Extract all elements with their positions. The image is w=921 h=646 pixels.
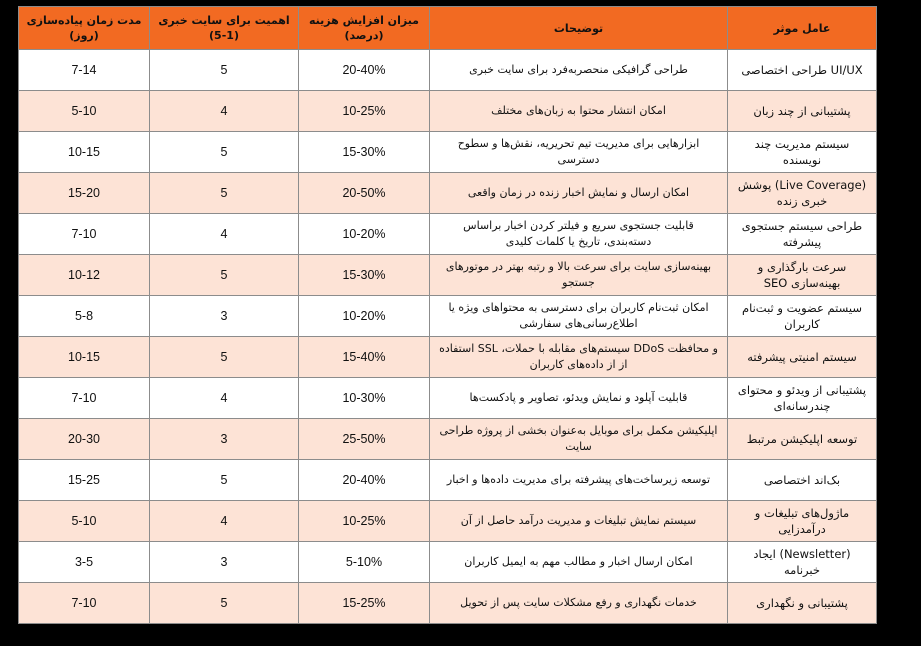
description-cell: اپلیکیشن مکمل برای موبایل به‌عنوان بخشی از پروژه طراحی سایت <box>430 419 728 460</box>
duration-cell: 20-30 <box>19 419 150 460</box>
description-cell: امکان ثبت‌نام کاربران برای دسترسی به محتواهای ویژه یا اطلاع‌رسانی‌های سفارشی <box>430 296 728 337</box>
importance-cell: 5 <box>150 460 299 501</box>
cost-cell: 20-50% <box>299 173 430 214</box>
duration-cell: 7-10 <box>19 214 150 255</box>
factor-cell: سیستم عضویت و ثبت‌نام کاربران <box>728 296 877 337</box>
cost-cell: 20-40% <box>299 50 430 91</box>
table-row <box>19 214 877 255</box>
duration-cell: 3-5 <box>19 542 150 583</box>
table-row <box>19 583 877 624</box>
factor-cell: سیستم امنیتی پیشرفته <box>728 337 877 378</box>
importance-cell: 4 <box>150 91 299 132</box>
factor-cell: پشتیبانی از ویدئو و محتوای چندرسانه‌ای <box>728 378 877 419</box>
factor-cell: (Live Coverage) پوشش خبری زنده <box>728 173 877 214</box>
description-cell: طراحی گرافیکی منحصربه‌فرد برای سایت خبری <box>430 50 728 91</box>
description-cell: سیستم نمایش تبلیغات و مدیریت درآمد حاصل از آن <box>430 501 728 542</box>
importance-cell: 4 <box>150 214 299 255</box>
table-row <box>19 173 877 214</box>
table-row <box>19 132 877 173</box>
importance-cell: 5 <box>150 583 299 624</box>
cost-cell: 10-30% <box>299 378 430 419</box>
cost-cell: 15-25% <box>299 583 430 624</box>
header-cost-increase: میزان افزایش هزینه (درصد) <box>299 7 430 50</box>
description-cell: ابزارهایی برای مدیریت تیم تحریریه، نقش‌ها و سطوح دسترسی <box>430 132 728 173</box>
cost-cell: 10-25% <box>299 501 430 542</box>
description-cell: امکان ارسال اخبار و مطالب مهم به ایمیل کاربران <box>430 542 728 583</box>
factor-cell: توسعه اپلیکیشن مرتبط <box>728 419 877 460</box>
importance-cell: 5 <box>150 50 299 91</box>
factor-cell: UI/UX طراحی اختصاصی <box>728 50 877 91</box>
factor-cell: طراحی سیستم جستجوی پیشرفته <box>728 214 877 255</box>
cost-cell: 15-30% <box>299 132 430 173</box>
importance-cell: 5 <box>150 132 299 173</box>
importance-cell: 4 <box>150 501 299 542</box>
table-row <box>19 378 877 419</box>
table-row <box>19 542 877 583</box>
header-importance: اهمیت برای سایت خبری (1-5) <box>150 7 299 50</box>
table-row <box>19 419 877 460</box>
duration-cell: 5-10 <box>19 501 150 542</box>
factor-cell: پشتیبانی و نگهداری <box>728 583 877 624</box>
description-cell: و محافظت DDoS سیستم‌های مقابله با حملات، SSL استفاده از از داده‌های کاربران <box>430 337 728 378</box>
description-cell: خدمات نگهداری و رفع مشکلات سایت پس از تحویل <box>430 583 728 624</box>
factor-cell: سیستم مدیریت چند نویسنده <box>728 132 877 173</box>
header-row <box>19 7 877 50</box>
duration-cell: 7-10 <box>19 378 150 419</box>
importance-cell: 5 <box>150 255 299 296</box>
duration-cell: 10-15 <box>19 337 150 378</box>
factor-cell: ماژول‌های تبلیغات و درآمدزایی <box>728 501 877 542</box>
cost-cell: 25-50% <box>299 419 430 460</box>
importance-cell: 5 <box>150 337 299 378</box>
cost-cell: 15-30% <box>299 255 430 296</box>
importance-cell: 5 <box>150 173 299 214</box>
description-cell: توسعه زیرساخت‌های پیشرفته برای مدیریت داده‌ها و اخبار <box>430 460 728 501</box>
duration-cell: 10-15 <box>19 132 150 173</box>
duration-cell: 7-10 <box>19 583 150 624</box>
factor-cell: سرعت بارگذاری و بهینه‌سازی SEO <box>728 255 877 296</box>
table-row <box>19 460 877 501</box>
table-row <box>19 501 877 542</box>
factor-cell: پشتیبانی از چند زبان <box>728 91 877 132</box>
duration-cell: 5-8 <box>19 296 150 337</box>
table-row <box>19 91 877 132</box>
description-cell: قابلیت جستجوی سریع و فیلتر کردن اخبار براساس دسته‌بندی، تاریخ یا کلمات کلیدی <box>430 214 728 255</box>
table-row <box>19 337 877 378</box>
importance-cell: 3 <box>150 296 299 337</box>
cost-cell: 15-40% <box>299 337 430 378</box>
table-row <box>19 296 877 337</box>
cost-factors-table <box>18 6 877 624</box>
duration-cell: 7-14 <box>19 50 150 91</box>
importance-cell: 4 <box>150 378 299 419</box>
header-duration: مدت زمان پیاده‌سازی (روز) <box>19 7 150 50</box>
description-cell: امکان ارسال و نمایش اخبار زنده در زمان واقعی <box>430 173 728 214</box>
factor-cell: بک‌اند اختصاصی <box>728 460 877 501</box>
table-container <box>18 6 876 622</box>
description-cell: بهینه‌سازی سایت برای سرعت بالا و رتبه بهتر در موتورهای جستجو <box>430 255 728 296</box>
duration-cell: 5-10 <box>19 91 150 132</box>
cost-cell: 5-10% <box>299 542 430 583</box>
description-cell: قابلیت آپلود و نمایش ویدئو، تصاویر و پادکست‌ها <box>430 378 728 419</box>
factor-cell: (Newsletter) ایجاد خبرنامه <box>728 542 877 583</box>
importance-cell: 3 <box>150 542 299 583</box>
cost-cell: 20-40% <box>299 460 430 501</box>
duration-cell: 15-20 <box>19 173 150 214</box>
table-row <box>19 255 877 296</box>
header-description: توضیحات <box>430 7 728 50</box>
duration-cell: 10-12 <box>19 255 150 296</box>
cost-cell: 10-20% <box>299 296 430 337</box>
description-cell: امکان انتشار محتوا به زبان‌های مختلف <box>430 91 728 132</box>
cost-cell: 10-20% <box>299 214 430 255</box>
header-factor: عامل موثر <box>728 7 877 50</box>
cost-cell: 10-25% <box>299 91 430 132</box>
table-row <box>19 50 877 91</box>
importance-cell: 3 <box>150 419 299 460</box>
duration-cell: 15-25 <box>19 460 150 501</box>
